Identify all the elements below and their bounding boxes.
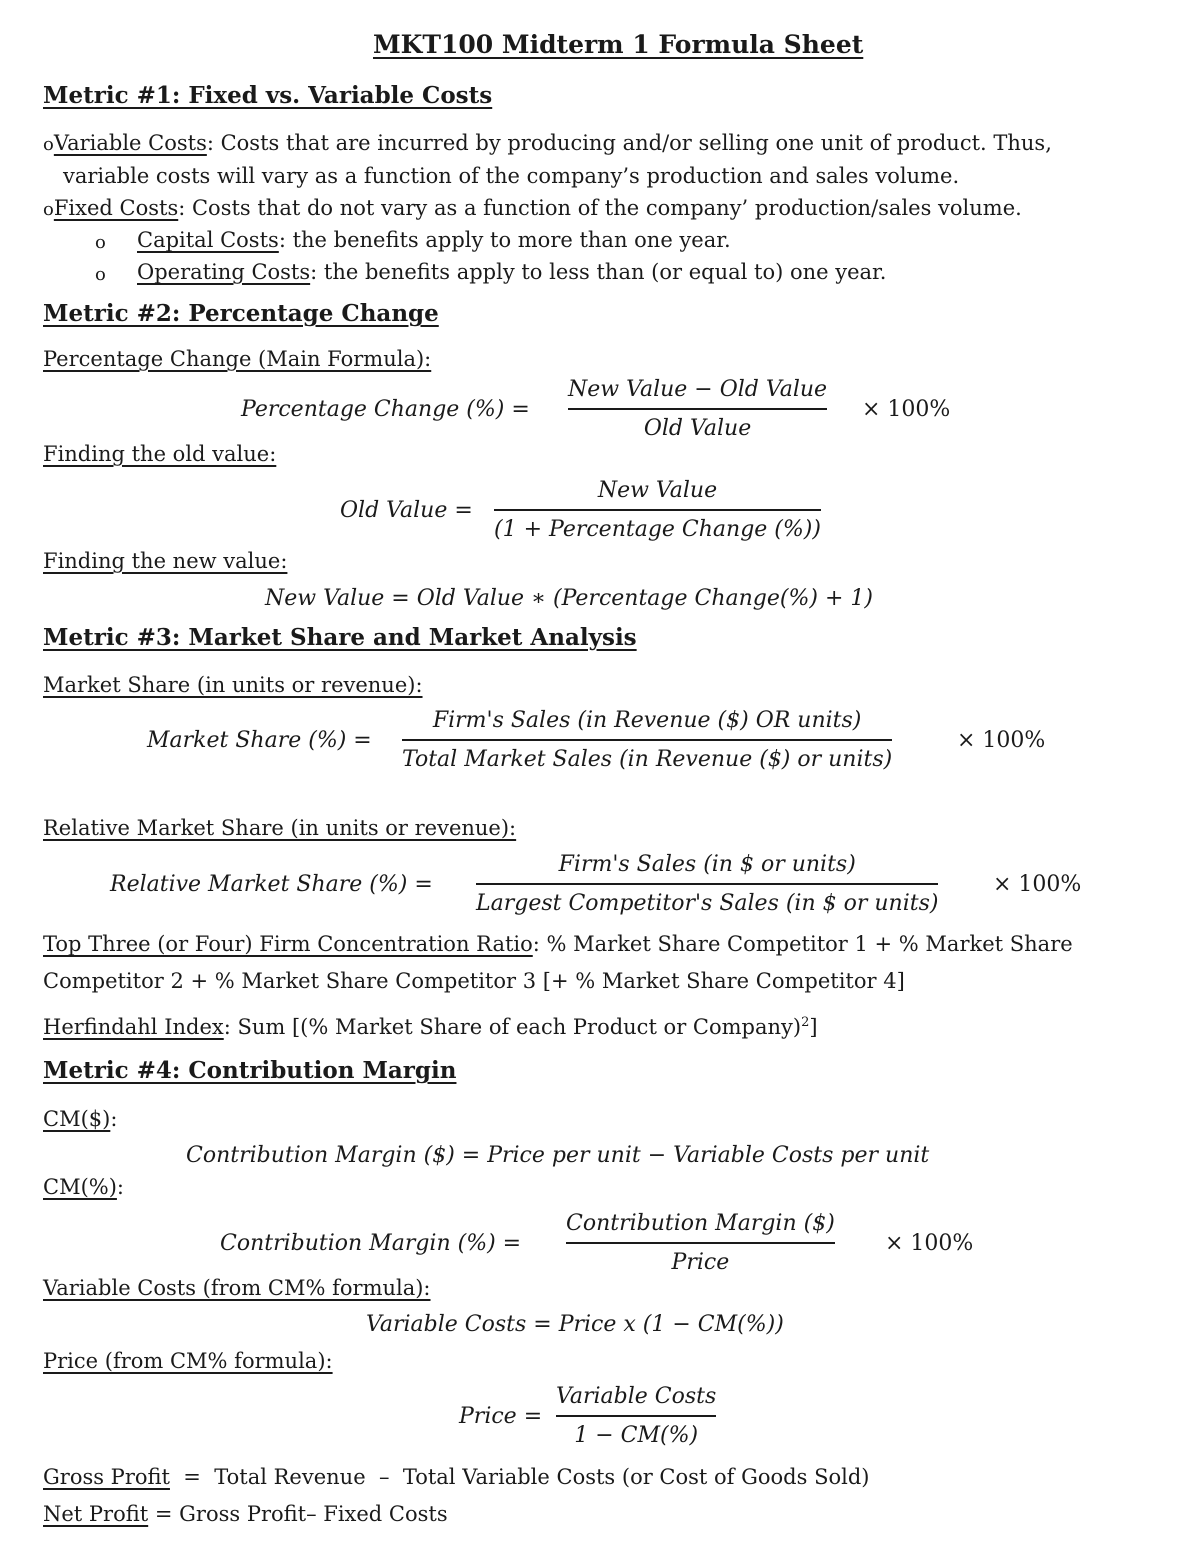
net-profit-term: Net Profit <box>43 1502 149 1526</box>
fixed-costs-text: : Costs that do not vary as a function of the company’ production/sales volume. <box>178 196 1022 220</box>
price-from-cm-fraction <box>556 1382 716 1451</box>
cm-percent-lhs: Contribution Margin (%) = <box>220 1231 522 1256</box>
market-share-multiplier: × 100% <box>957 728 1046 753</box>
sub-bullet-icon: o <box>95 264 106 285</box>
concentration-ratio-term: Top Three (or Four) Firm Concentration Ratio <box>43 932 533 956</box>
market-share-denominator: Total Market Sales (in Revenue ($) or units) <box>402 746 893 772</box>
capital-costs-text: : the benefits apply to more than one year. <box>278 228 731 252</box>
fixed-costs-definition <box>43 196 1022 220</box>
herfindahl-index-text: : Sum [(% Market Share of each Product or Company) <box>223 1015 802 1039</box>
percentage-change-denominator: Old Value <box>643 415 752 441</box>
relative-market-share-denominator: Largest Competitor's Sales (in $ or units) <box>476 890 939 916</box>
relative-market-share-numerator: Firm's Sales (in $ or units) <box>558 852 856 877</box>
capital-costs-term: Capital Costs <box>137 228 279 252</box>
cm-percent-numerator: Contribution Margin ($) <box>566 1211 835 1236</box>
cm-percent-multiplier: × 100% <box>885 1231 974 1256</box>
metric-4-heading: Metric #4: Contribution Margin <box>43 1057 457 1084</box>
market-share-fraction <box>402 706 892 775</box>
price-from-cm-denominator: 1 − CM(%) <box>574 1422 699 1448</box>
metric-3-heading: Metric #3: Market Share and Market Analysis <box>43 624 637 651</box>
market-share-lhs: Market Share (%) = <box>147 728 372 753</box>
net-profit-text: = Gross Profit– Fixed Costs <box>148 1502 448 1526</box>
relative-market-share-multiplier: × 100% <box>993 872 1082 897</box>
metric-1-heading: Metric #1: Fixed vs. Variable Costs <box>43 82 493 109</box>
percentage-change-lhs: Percentage Change (%) = <box>241 397 530 422</box>
herfindahl-index-end: ] <box>809 1015 818 1039</box>
cm-percent-fraction <box>566 1209 835 1278</box>
herfindahl-index-term: Herfindahl Index <box>43 1015 224 1039</box>
concentration-ratio-text-1: : % Market Share Competitor 1 + % Market Share <box>532 932 1073 956</box>
relative-market-share-lhs: Relative Market Share (%) = <box>110 872 433 897</box>
relative-market-share-fraction <box>476 850 938 919</box>
cm-percent-label <box>43 1175 124 1199</box>
price-from-cm-lhs: Price = <box>459 1404 543 1429</box>
cm-percent-denominator: Price <box>671 1249 730 1275</box>
fraction-bar <box>566 1242 835 1244</box>
gross-profit-definition <box>43 1465 869 1489</box>
cm-dollar-label <box>43 1107 117 1131</box>
bullet-icon: o <box>43 134 54 155</box>
bullet-icon: o <box>43 199 54 220</box>
concentration-ratio-text-2: Competitor 2 + % Market Share Competitor 3 [+ % Market Share Competitor 4] <box>43 969 905 993</box>
cm-percent-colon: : <box>116 1175 124 1199</box>
herfindahl-index-definition <box>43 1015 818 1039</box>
percentage-change-multiplier: × 100% <box>862 397 951 422</box>
variable-costs-text-2: variable costs will vary as a function of the company’s production and sales volume. <box>63 164 960 188</box>
new-value-formula: New Value = Old Value ∗ (Percentage Change(%) + 1) <box>265 586 873 611</box>
gross-profit-term: Gross Profit <box>43 1465 170 1489</box>
cm-percent-term: CM(%) <box>43 1175 117 1199</box>
relative-market-share-label: Relative Market Share (in units or revenue): <box>43 816 517 840</box>
fixed-costs-term: Fixed Costs <box>53 196 179 220</box>
percentage-change-label: Percentage Change (Main Formula): <box>43 347 432 371</box>
fraction-bar <box>476 883 938 885</box>
fraction-bar <box>402 739 892 741</box>
old-value-fraction <box>494 476 821 545</box>
price-from-cm-numerator: Variable Costs <box>556 1384 717 1409</box>
market-share-numerator: Firm's Sales (in Revenue ($) OR units) <box>432 708 862 733</box>
variable-costs-from-cm-formula: Variable Costs = Price x (1 − CM(%)) <box>366 1312 784 1337</box>
cm-dollar-formula: Contribution Margin ($) = Price per unit − Variable Costs per unit <box>186 1143 930 1168</box>
gross-profit-text: = Total Revenue – Total Variable Costs (or Cost of Goods Sold) <box>169 1465 870 1489</box>
sub-bullet-icon: o <box>95 232 106 253</box>
fraction-bar <box>494 509 821 511</box>
market-share-label: Market Share (in units or revenue): <box>43 673 423 697</box>
capital-costs-definition <box>137 228 731 252</box>
old-value-denominator: (1 + Percentage Change (%)) <box>494 516 821 542</box>
herfindahl-superscript: 2 <box>801 1015 810 1030</box>
page-title: MKT100 Midterm 1 Formula Sheet <box>373 30 864 59</box>
variable-costs-text-1: : Costs that are incurred by producing and/or selling one unit of product. Thus, <box>206 131 1052 155</box>
operating-costs-term: Operating Costs <box>137 260 311 284</box>
variable-costs-definition <box>43 131 1052 155</box>
fraction-bar <box>556 1415 716 1417</box>
old-value-lhs: Old Value = <box>340 498 473 523</box>
operating-costs-text: : the benefits apply to less than (or equal to) one year. <box>310 260 887 284</box>
net-profit-definition <box>43 1502 448 1526</box>
percentage-change-numerator: New Value − Old Value <box>568 377 828 402</box>
variable-costs-from-cm-label: Variable Costs (from CM% formula): <box>43 1276 431 1300</box>
price-from-cm-label: Price (from CM% formula): <box>43 1349 333 1373</box>
cm-dollar-term: CM($) <box>43 1107 111 1131</box>
old-value-numerator: New Value <box>597 478 718 503</box>
old-value-label: Finding the old value: <box>43 442 277 466</box>
metric-2-heading: Metric #2: Percentage Change <box>43 300 439 327</box>
fraction-bar <box>568 408 827 410</box>
percentage-change-fraction <box>568 375 827 444</box>
cm-dollar-colon: : <box>110 1107 118 1131</box>
variable-costs-term: Variable Costs <box>53 131 207 155</box>
operating-costs-definition <box>137 260 886 284</box>
new-value-label: Finding the new value: <box>43 549 288 573</box>
concentration-ratio-definition <box>43 932 1073 956</box>
